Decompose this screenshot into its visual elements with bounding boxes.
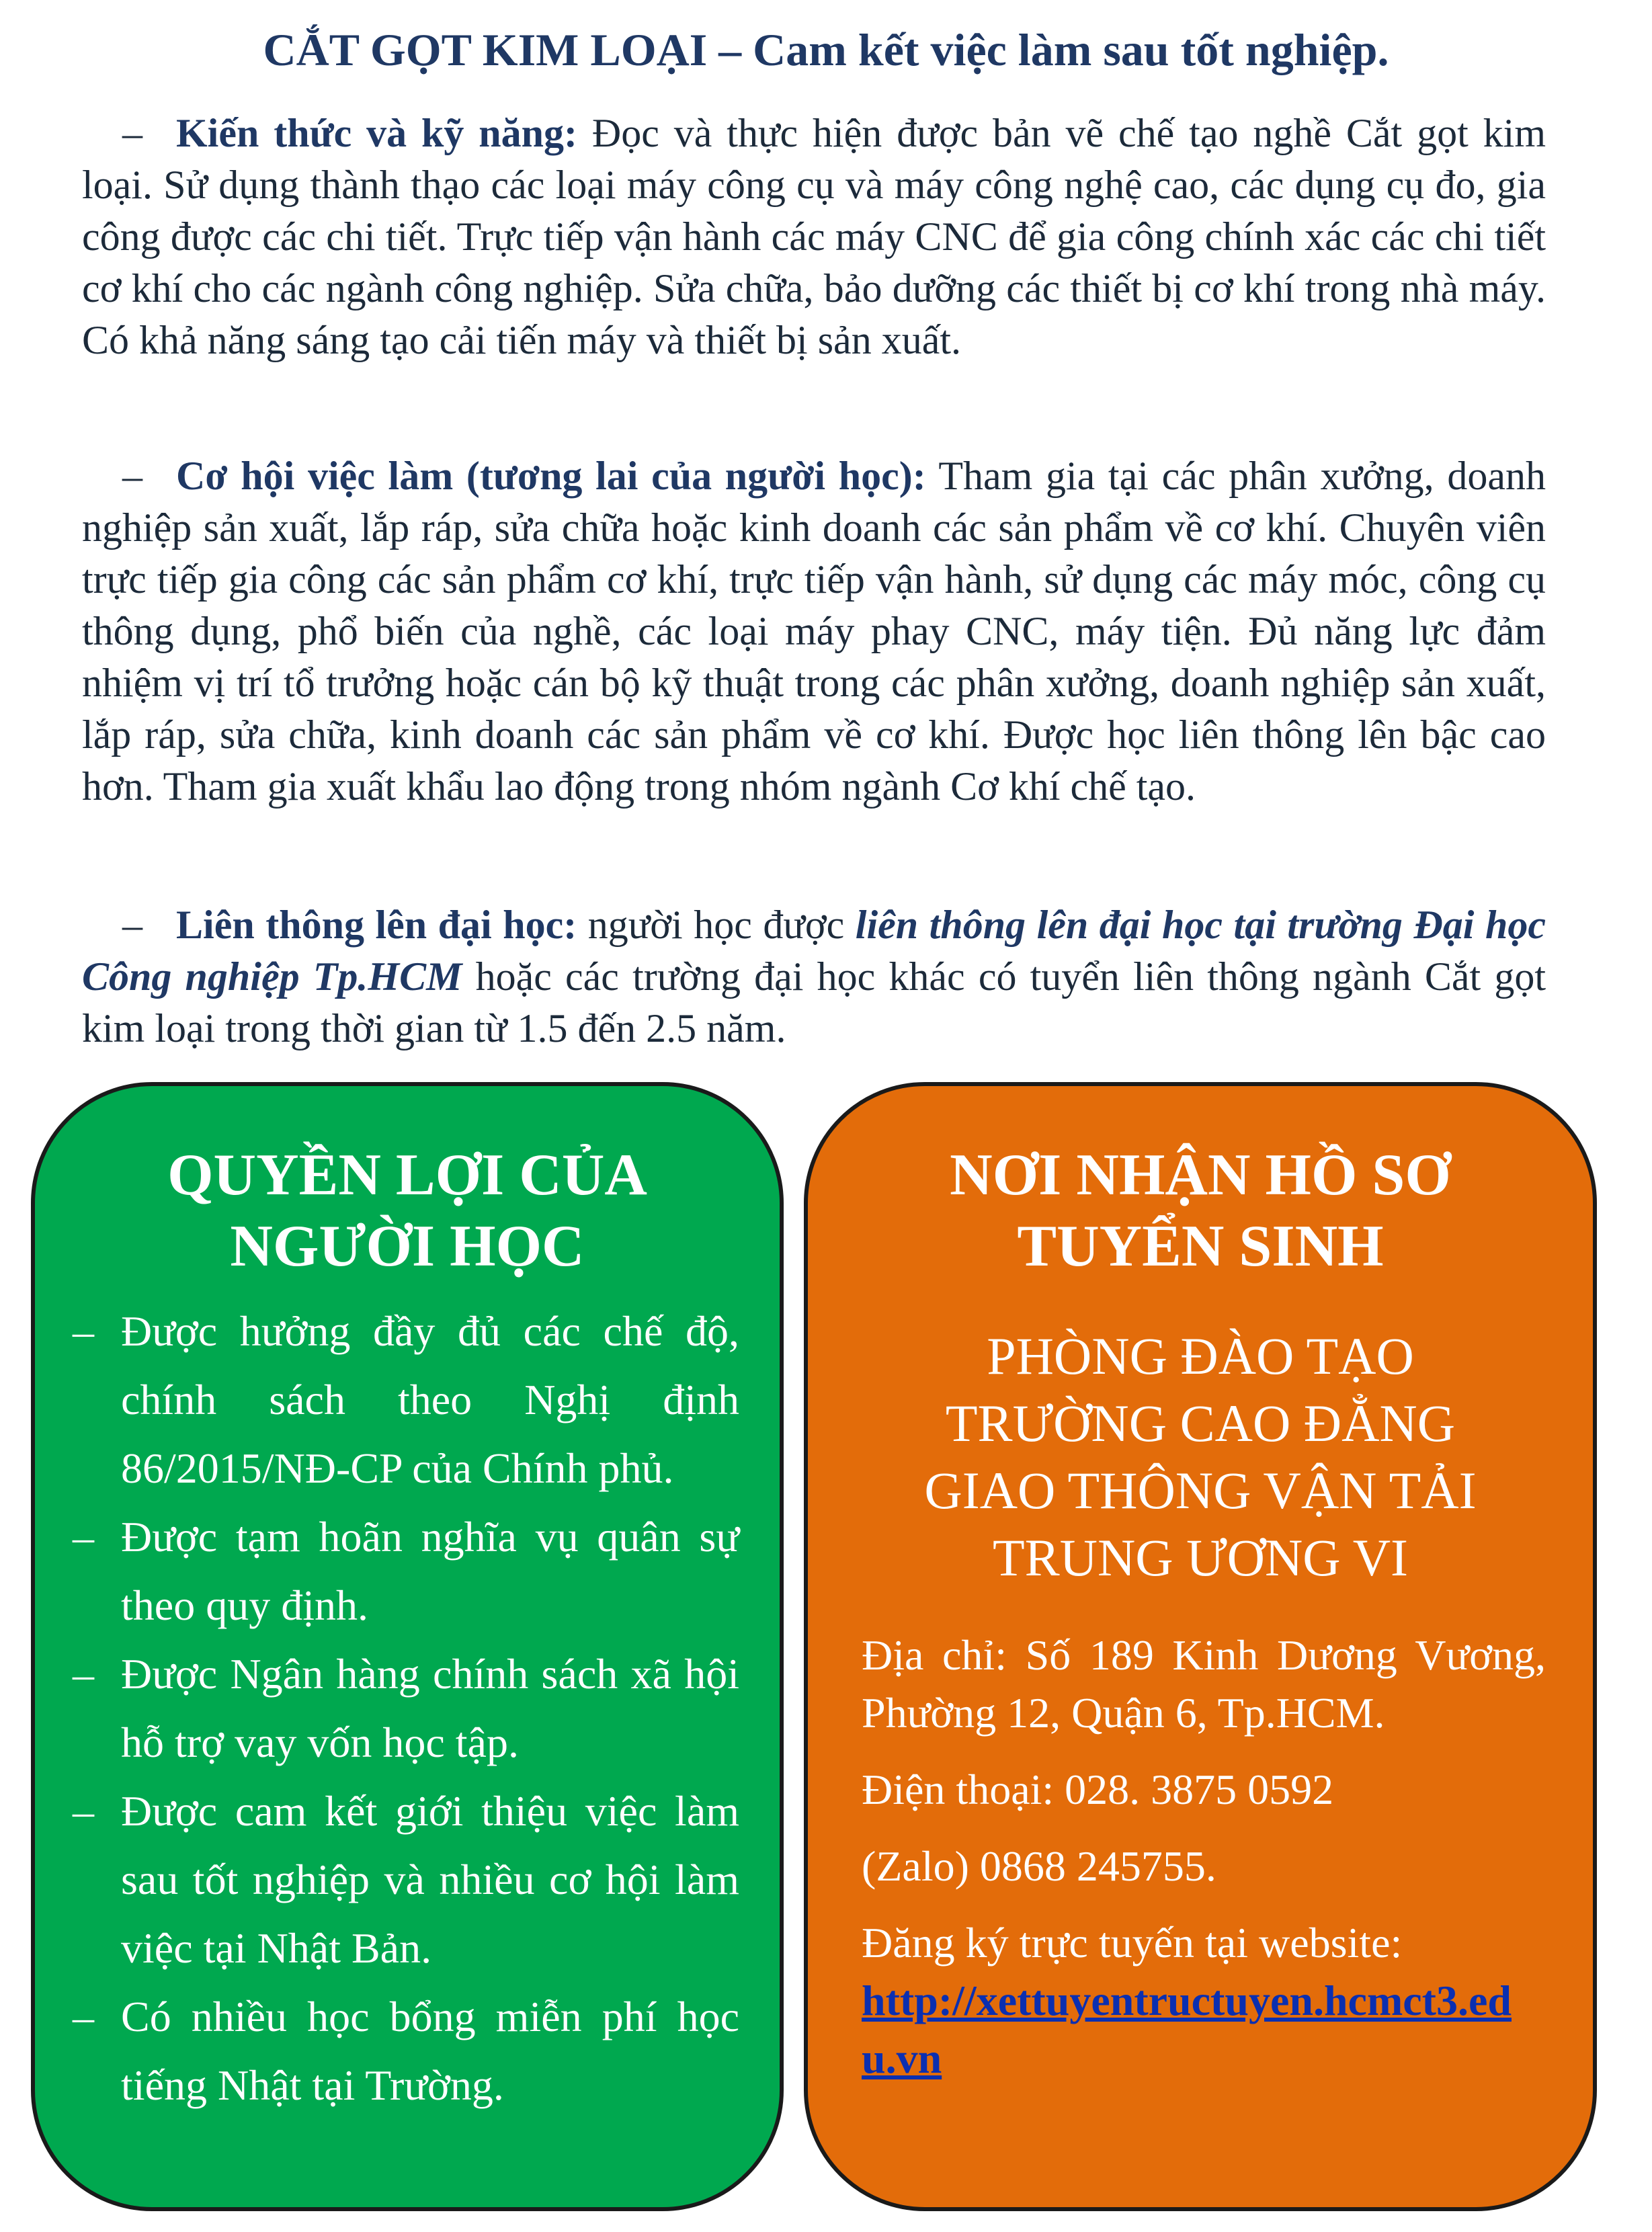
benefits-list	[35, 1297, 780, 2120]
benefits-box	[31, 1082, 784, 2211]
list-item	[73, 1640, 739, 1777]
register-info	[862, 1914, 1546, 2088]
dash-bullet: –	[73, 1513, 94, 1561]
benefit-text: Được cam kết giới thiệu việc làm sau tốt nghiệp và nhiều cơ hội làm việc tại Nhật Bản.	[121, 1787, 739, 1972]
benefit-text: Có nhiều học bổng miễn phí học tiếng Nhật tại Trường.	[121, 1993, 739, 2109]
office-name	[848, 1323, 1553, 1592]
page-title: CẮT GỌT KIM LOẠI – Cam kết việc làm sau tốt nghiệp.	[263, 24, 1389, 75]
section-heading: Liên thông lên đại học:	[176, 903, 577, 947]
dash-bullet: –	[73, 1993, 94, 2040]
admission-title	[808, 1140, 1593, 1282]
register-label: Đăng ký trực tuyến tại website:	[862, 1919, 1403, 1967]
office-line: GIAO THÔNG VẬN TẢI	[924, 1461, 1477, 1520]
dash-bullet: –	[122, 454, 142, 498]
section-emphasis: liên thông lên đại học tại trường Đại học Công nghiệp Tp.HCM	[82, 903, 1546, 999]
section-text: người học được	[587, 903, 845, 947]
admission-title-line: NƠI NHẬN HỒ SƠ	[950, 1143, 1451, 1208]
list-item	[73, 1297, 739, 1503]
section-heading: Cơ hội việc làm (tương lai của người học):	[176, 454, 926, 498]
office-line: PHÒNG ĐÀO TẠO	[987, 1327, 1414, 1385]
admission-title-line: TUYỂN SINH	[1017, 1214, 1384, 1279]
section-career	[82, 450, 1546, 813]
phone: Điện thoại: 028. 3875 0592	[862, 1766, 1334, 1813]
benefit-text: Được Ngân hàng chính sách xã hội hỗ trợ vay vốn học tập.	[121, 1650, 739, 1766]
address: Địa chỉ: Số 189 Kinh Dương Vương, Phường 12, Quận 6, Tp.HCM.	[862, 1631, 1546, 1737]
dash-bullet: –	[122, 111, 142, 155]
admission-box	[804, 1082, 1597, 2211]
list-item	[73, 1503, 739, 1640]
benefits-title	[35, 1140, 780, 1282]
section-text: Đọc và thực hiện được bản vẽ chế tạo nghề Cắt gọt kim loại. Sử dụng thành thạo các loại máy công cụ và máy công nghệ cao, các dụng cụ đo, gia công được các chi tiết. Trực tiếp vận hành các máy CNC để gia công chính xác các chi tiết cơ khí cho các ngành công nghiệp. Sửa chữa, bảo dưỡng các thiết bị cơ khí trong nhà máy. Có khả năng sáng tạo cải tiến máy và thiết bị sản xuất.	[82, 111, 1546, 362]
dash-bullet: –	[73, 1307, 94, 1355]
dash-bullet: –	[73, 1650, 94, 1698]
benefit-text: Được hưởng đầy đủ các chế độ, chính sách theo Nghị định 86/2015/NĐ-CP của Chính phủ.	[121, 1307, 739, 1492]
benefit-text: Được tạm hoãn nghĩa vụ quân sự theo quy định.	[121, 1513, 739, 1629]
office-line: TRUNG ƯƠNG VI	[992, 1528, 1409, 1587]
zalo-phone: (Zalo) 0868 245755.	[862, 1842, 1216, 1890]
section-skills	[82, 108, 1546, 366]
section-text: Tham gia tại các phân xưởng, doanh nghiệp sản xuất, lắp ráp, sửa chữa hoặc kinh doanh các sản phẩm về cơ khí. Chuyên viên trực tiếp gia công các sản phẩm cơ khí, trực tiếp vận hành, sử dụng các máy móc, công cụ thông dụng, phổ biến của nghề, các loại máy phay CNC, máy tiện. Đủ năng lực đảm nhiệm vị trí tổ trưởng hoặc cán bộ kỹ thuật trong các phân xưởng, doanh nghiệp sản xuất, lắp ráp, sửa chữa, kinh doanh các sản phẩm về cơ khí. Được học liên thông lên bậc cao hơn. Tham gia xuất khẩu lao động trong nhóm ngành Cơ khí chế tạo.	[82, 454, 1546, 809]
dash-bullet: –	[73, 1787, 94, 1835]
dash-bullet: –	[122, 903, 142, 947]
website-link[interactable]: http://xettuyentructuyen.hcmct3.edu.vn	[862, 1977, 1512, 2082]
list-item	[73, 1777, 739, 1983]
list-item	[73, 1983, 739, 2120]
section-text: hoặc các trường đại học khác có tuyển liên thông ngành Cắt gọt kim loại trong thời gian từ 1.5 đến 2.5 năm.	[82, 954, 1546, 1050]
section-transfer	[82, 899, 1546, 1055]
benefits-title-line: NGƯỜI HỌC	[230, 1214, 585, 1279]
section-heading: Kiến thức và kỹ năng:	[176, 111, 577, 155]
benefits-title-line: QUYỀN LỢI CỦA	[167, 1143, 647, 1208]
office-line: TRƯỜNG CAO ĐẲNG	[945, 1394, 1456, 1452]
